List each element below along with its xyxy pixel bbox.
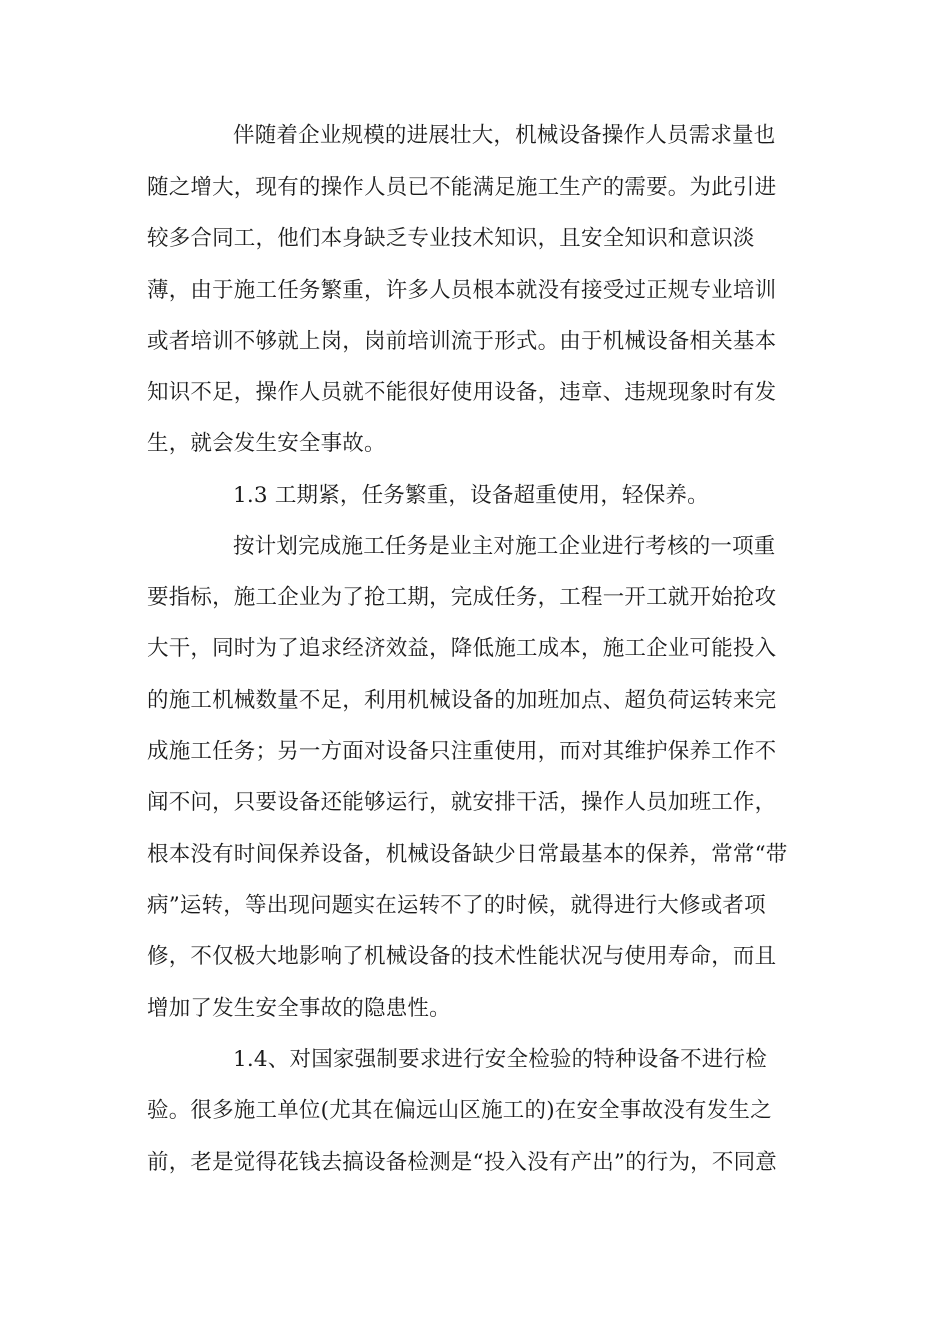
paragraph-line: 成施工任务；另一方面对设备只注重使用，而对其维护保养工作不: [147, 739, 777, 764]
paragraph-line: 生，就会发生安全事故。: [147, 431, 386, 456]
paragraph-line: 的施工机械数量不足，利用机械设备的加班加点、超负荷运转来完: [147, 688, 777, 713]
paragraph-line: 按计划完成施工任务是业主对施工企业进行考核的一项重: [233, 534, 776, 559]
section-heading: 1.3 工期紧，任务繁重，设备超重使用，轻保养。: [233, 483, 709, 508]
paragraph-line: 知识不足，操作人员就不能很好使用设备，违章、违规现象时有发: [147, 380, 777, 405]
paragraph-line: 前，老是觉得花钱去搞设备检测是“投入没有产出”的行为，不同意: [147, 1150, 777, 1175]
paragraph-line: 病”运转，等出现问题实在运转不了的时候，就得进行大修或者项: [147, 893, 766, 918]
paragraph-line: 随之增大，现有的操作人员已不能满足施工生产的需要。为此引进: [147, 175, 777, 200]
paragraph-line: 伴随着企业规模的进展壮大，机械设备操作人员需求量也: [233, 123, 776, 148]
paragraph-line: 或者培训不够就上岗，岗前培训流于形式。由于机械设备相关基本: [147, 329, 777, 354]
paragraph-line: 薄，由于施工任务繁重，许多人员根本就没有接受过正规专业培训: [147, 278, 777, 303]
paragraph-line: 根本没有时间保养设备，机械设备缺少日常最基本的保养，常常“带: [147, 842, 788, 867]
paragraph-line: 修，不仅极大地影响了机械设备的技术性能状况与使用寿命，而且: [147, 944, 777, 969]
paragraph-line: 大干，同时为了追求经济效益，降低施工成本，施工企业可能投入: [147, 636, 777, 661]
paragraph-line: 增加了发生安全事故的隐患性。: [147, 996, 451, 1021]
paragraph-line: 验。很多施工单位(尤其在偏远山区施工的)在安全事故没有发生之: [147, 1098, 772, 1123]
section-heading: 1.4、对国家强制要求进行安全检验的特种设备不进行检: [233, 1047, 767, 1072]
paragraph-line: 要指标，施工企业为了抢工期，完成任务，工程一开工就开始抢攻: [147, 585, 777, 610]
paragraph-line: 较多合同工，他们本身缺乏专业技术知识，且安全知识和意识淡: [147, 226, 755, 251]
paragraph-line: 闻不问，只要设备还能够运行，就安排干活，操作人员加班工作，: [147, 790, 777, 815]
